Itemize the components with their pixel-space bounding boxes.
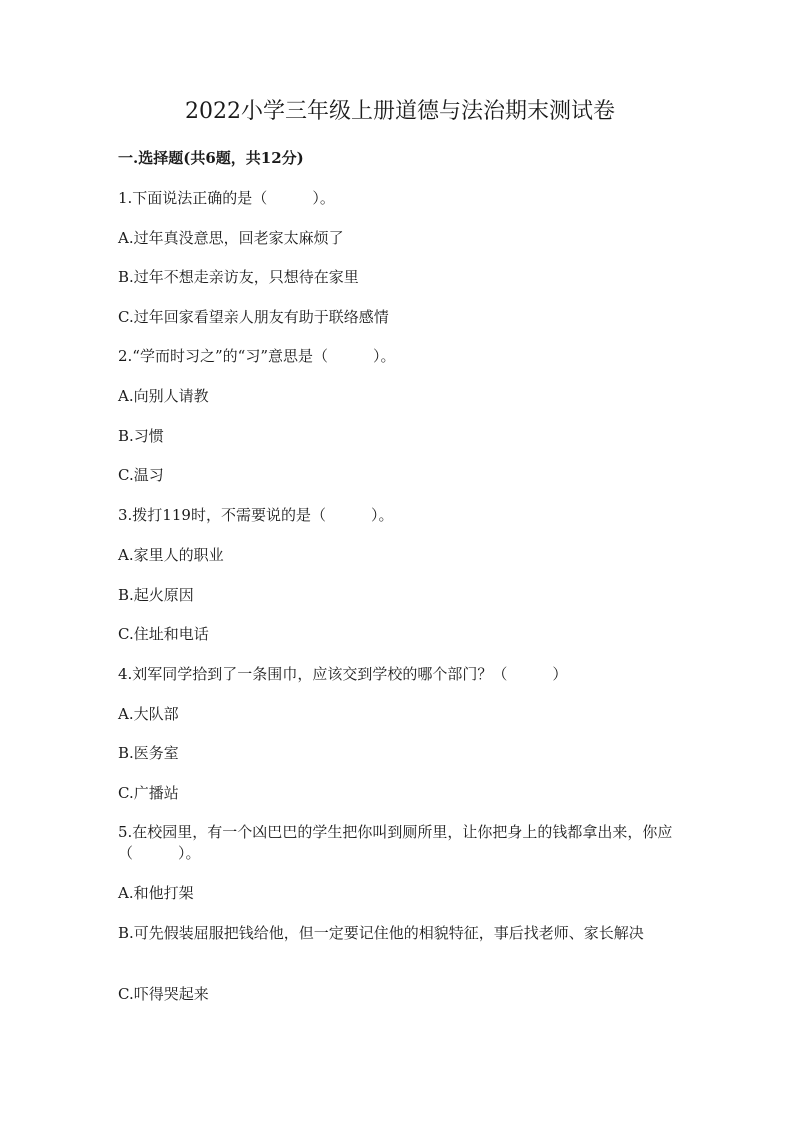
- question-2-stem: 2.“学而时习之”的“习”意思是（ ）。: [118, 347, 396, 365]
- page-title: 2022小学三年级上册道德与法治期末测试卷: [185, 99, 615, 124]
- question-5-option-c: C.吓得哭起来: [118, 985, 209, 1003]
- question-5-option-a: A.和他打架: [118, 884, 194, 902]
- question-4-option-b: B.医务室: [118, 744, 179, 762]
- question-5-option-b: B.可先假装屈服把钱给他，但一定要记住他的相貌特征，事后找老师、家长解决: [118, 924, 644, 942]
- question-3-stem: 3.拨打119时，不需要说的是（ ）。: [118, 506, 394, 524]
- question-2-option-a: A.向别人请教: [118, 387, 209, 405]
- question-3-option-c: C.住址和电话: [118, 625, 209, 643]
- question-5-stem: 5.在校园里，有一个凶巴巴的学生把你叫到厕所里，让你把身上的钱都拿出来，你应（ ）。: [118, 823, 673, 862]
- question-1-option-c: C.过年回家看望亲人朋友有助于联络感情: [118, 308, 389, 326]
- question-1-stem: 1.下面说法正确的是（ ）。: [118, 189, 335, 207]
- question-2-option-b: B.习惯: [118, 427, 164, 445]
- question-4-option-c: C.广播站: [118, 784, 179, 802]
- question-1-option-b: B.过年不想走亲访友，只想待在家里: [118, 268, 359, 286]
- section-heading: 一.选择题(共6题，共12分): [118, 149, 304, 167]
- question-2-option-c: C.温习: [118, 466, 164, 484]
- question-4-stem: 4.刘军同学拾到了一条围巾，应该交到学校的哪个部门？（ ）: [118, 665, 568, 683]
- question-4-option-a: A.大队部: [118, 705, 179, 723]
- question-3-option-a: A.家里人的职业: [118, 546, 224, 564]
- question-3-option-b: B.起火原因: [118, 586, 194, 604]
- question-1-option-a: A.过年真没意思，回老家太麻烦了: [118, 229, 344, 247]
